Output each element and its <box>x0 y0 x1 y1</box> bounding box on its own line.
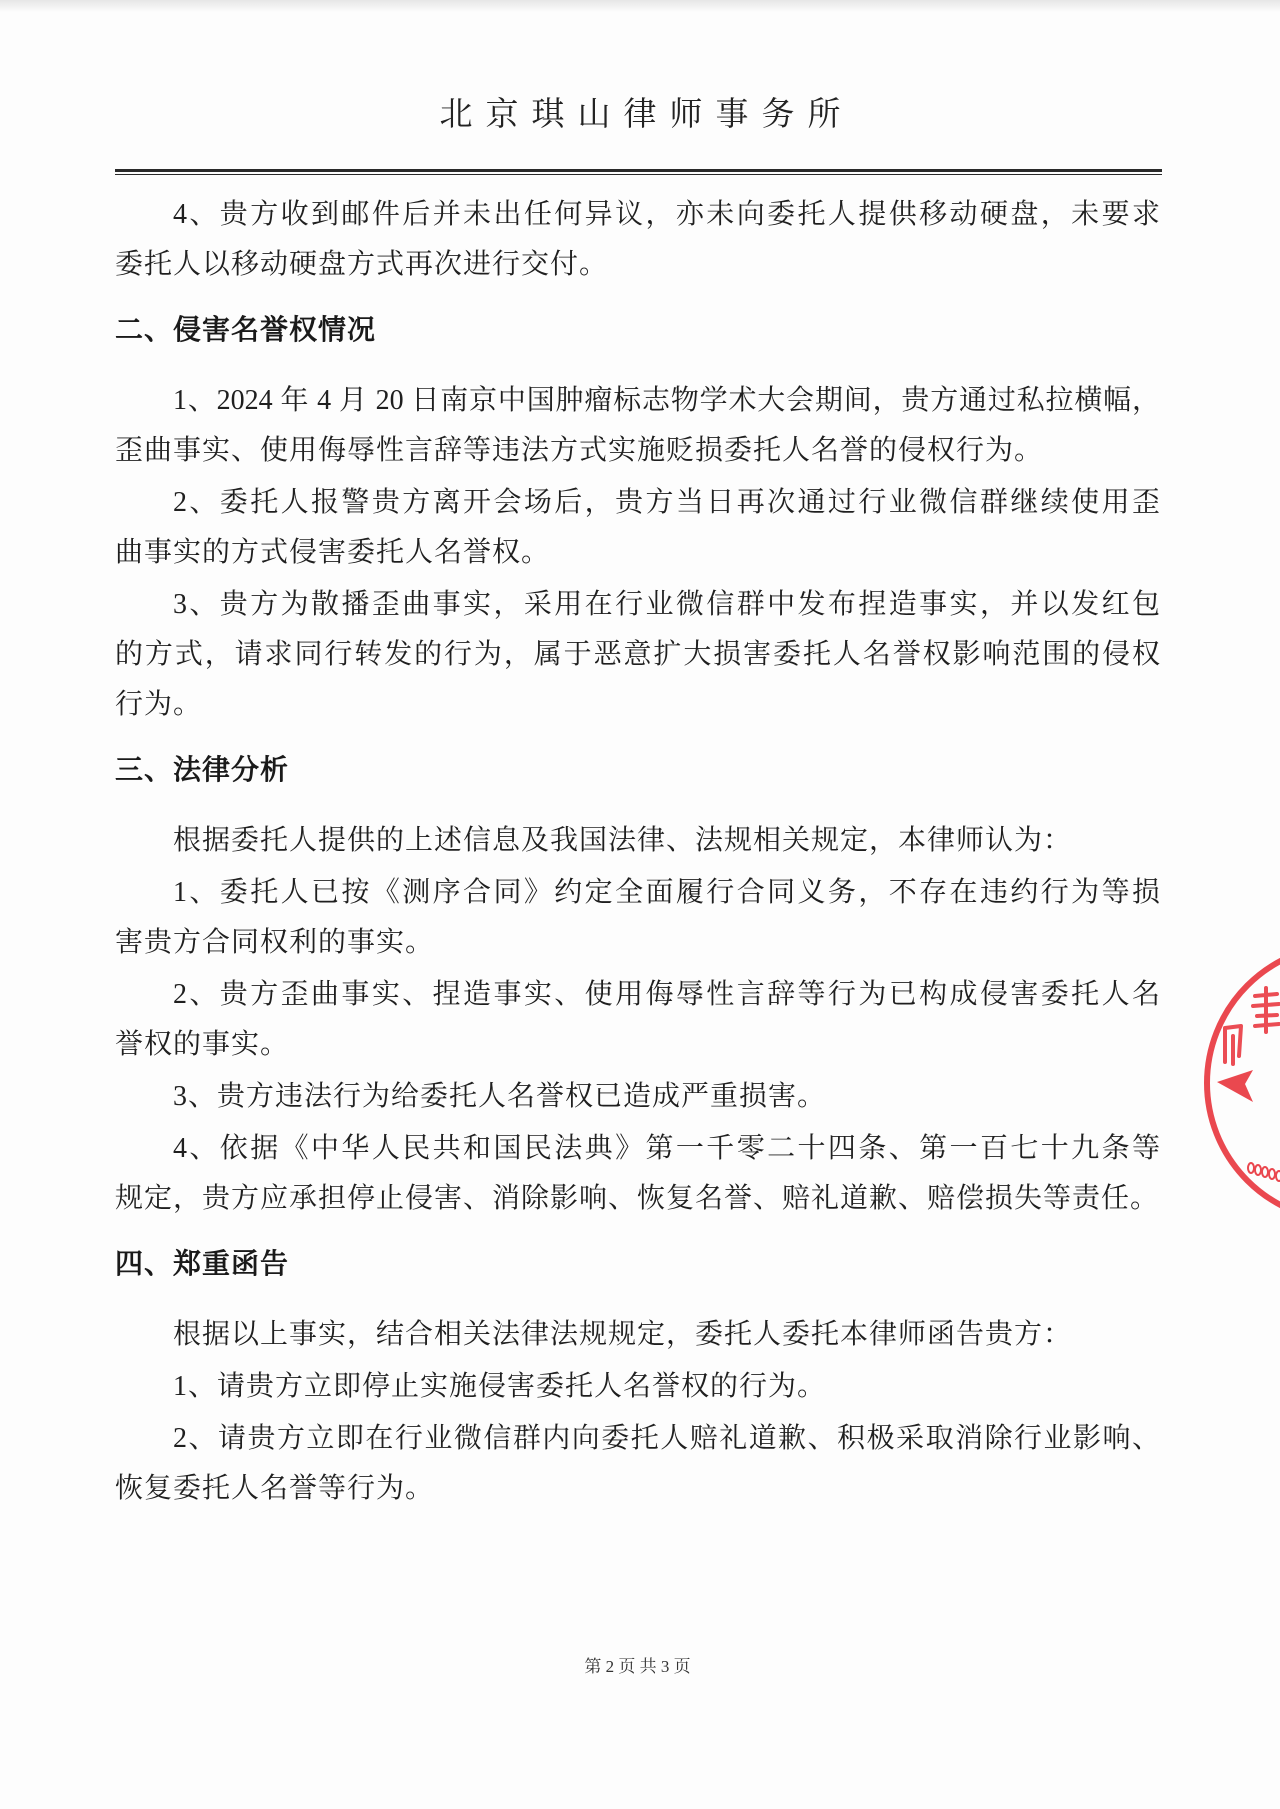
paragraph-line: 歪曲事实、使用侮辱性言辞等违法方式实施贬损委托人名誉的侵权行为。 <box>115 435 1044 466</box>
seal-glyph-fragment <box>1253 988 1279 1032</box>
letterhead-firm-name: 北京琪山律师事务所 <box>439 97 854 133</box>
paragraph-line: 曲事实的方式侵害委托人名誉权。 <box>115 537 551 568</box>
official-seal <box>1195 930 1280 1230</box>
paragraph-line: 行为。 <box>115 689 203 720</box>
paragraph-line: 1、委托人已按《测序合同》约定全面履行合同义务，不存在违约行为等损 <box>173 877 1160 908</box>
seal-serial-fragment <box>1248 1163 1280 1181</box>
section-legal-analysis <box>115 746 1160 1224</box>
paragraph-line: 根据以上事实，结合相关法律法规规定，委托人委托本律师函告贵方： <box>173 1319 1073 1350</box>
paragraph-line: 3、贵方违法行为给委托人名誉权已造成严重损害。 <box>173 1081 827 1112</box>
section-heading: 三、法律分析 <box>115 755 290 786</box>
paragraph-line: 的方式，请求同行转发的行为，属于恶意扩大损害委托人名誉权影响范围的侵权 <box>115 639 1160 670</box>
section-heading: 四、郑重函告 <box>115 1249 290 1280</box>
paragraph-line: 害贵方合同权利的事实。 <box>115 927 435 958</box>
paragraph <box>115 868 1160 968</box>
paragraph-line: 誉权的事实。 <box>115 1029 290 1060</box>
page-number: 第 2 页 共 3 页 <box>584 1657 691 1676</box>
paragraph <box>115 1072 1160 1122</box>
letterhead-double-rule <box>115 169 1162 175</box>
section-formal-notice <box>115 1240 1160 1514</box>
paragraph <box>115 1310 1160 1360</box>
paragraph-line: 规定，贵方应承担停止侵害、消除影响、恢复名誉、赔礼道歉、赔偿损失等责任。 <box>115 1183 1160 1214</box>
section-heading: 二、侵害名誉权情况 <box>115 315 377 346</box>
paragraph-line: 3、贵方为散播歪曲事实，采用在行业微信群中发布捏造事实，并以发红包 <box>173 589 1160 620</box>
paragraph <box>115 816 1160 866</box>
paragraph-line: 2、请贵方立即在行业微信群内向委托人赔礼道歉、积极采取消除行业影响、 <box>173 1423 1160 1454</box>
paragraph <box>115 580 1160 730</box>
paragraph <box>115 1362 1160 1412</box>
paragraph-line: 委托人以移动硬盘方式再次进行交付。 <box>115 249 609 280</box>
section-infringement-facts <box>115 306 1160 730</box>
paragraph-line: 根据委托人提供的上述信息及我国法律、法规相关规定，本律师认为： <box>173 825 1073 856</box>
paragraph <box>115 970 1160 1070</box>
seal-mark-fragment <box>1217 1070 1253 1102</box>
paragraph <box>115 376 1160 476</box>
seal-glyph-fragment <box>1225 1026 1241 1064</box>
letter-body <box>115 190 1160 1514</box>
paragraph-line: 4、依据《中华人民共和国民法典》第一千零二十四条、第一百七十九条等 <box>173 1133 1160 1164</box>
paragraph-line: 恢复委托人名誉等行为。 <box>115 1473 435 1504</box>
paragraph <box>115 1414 1160 1514</box>
paragraph-line: 2、委托人报警贵方离开会场后，贵方当日再次通过行业微信群继续使用歪 <box>173 487 1160 518</box>
scan-edge <box>0 0 1280 12</box>
paragraph-line: 1、2024 年 4 月 20 日南京中国肿瘤标志物学术大会期间，贵方通过私拉横幅， <box>173 385 1160 416</box>
paragraph <box>115 190 1160 290</box>
paragraph-line: 2、贵方歪曲事实、捏造事实、使用侮辱性言辞等行为已构成侵害委托人名 <box>173 979 1160 1010</box>
paragraph-line: 4、贵方收到邮件后并未出任何异议，亦未向委托人提供移动硬盘，未要求 <box>173 199 1160 230</box>
paragraph-line: 1、请贵方立即停止实施侵害委托人名誉权的行为。 <box>173 1371 827 1402</box>
paragraph <box>115 1124 1160 1224</box>
paragraph <box>115 478 1160 578</box>
